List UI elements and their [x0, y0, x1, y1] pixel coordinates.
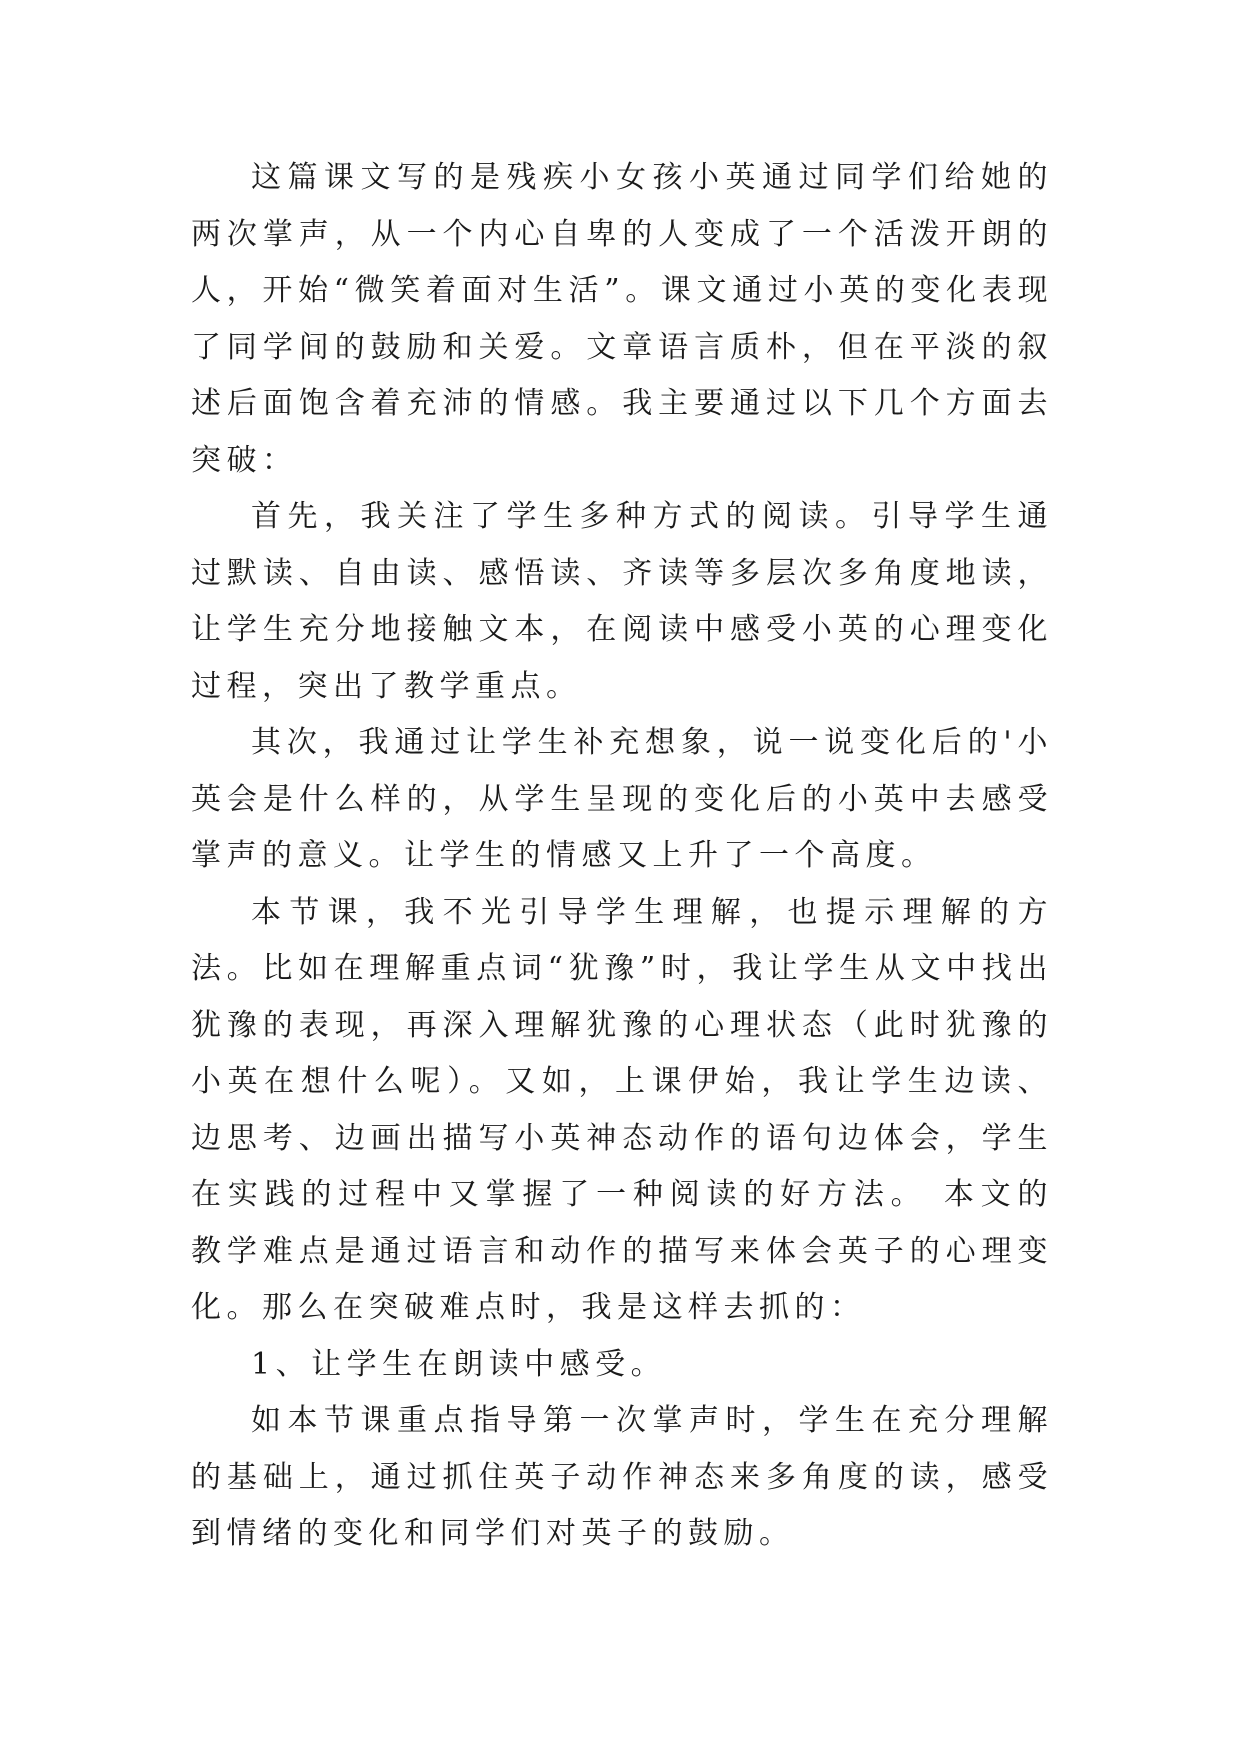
- paragraph-intro: 这篇课文写的是残疾小女孩小英通过同学们给她的两次掌声，从一个内心自卑的人变成了一个活泼开朗的人，开始“微笑着面对生活”。课文通过小英的变化表现了同学间的鼓励和关爱。文章语言质朴，但在平淡的叙述后面饱含着充沛的情感。我主要通过以下几个方面去突破：: [191, 160, 1053, 478]
- paragraph-list-item-1: 1、让学生在朗读中感受。: [251, 1346, 667, 1382]
- paragraph-method: 本节课，我不光引导学生理解，也提示理解的方法。比如在理解重点词“犹豫”时，我让学生从文中找出犹豫的表现，再深入理解犹豫的心理状态（此时犹豫的小英在想什么呢）。又如，上课伊始，我让学生边读、边思考、边画出描写小英神态动作的语句边体会，学生在实践的过程中又掌握了一种阅读的好方法。 本文的教学难点是通过语言和动作的描写来体会英子的心理变化。那么在突破难点时，我是这样去抓的：: [191, 894, 1053, 1325]
- paragraph-example: 如本节课重点指导第一次掌声时，学生在充分理解的基础上，通过抓住英子动作神态来多角度的读，感受到情绪的变化和同学们对英子的鼓励。: [191, 1403, 1053, 1551]
- document-page: [191, 150, 1053, 1563]
- paragraph-first-point: 首先，我关注了学生多种方式的阅读。引导学生通过默读、自由读、感悟读、齐读等多层次多角度地读，让学生充分地接触文本，在阅读中感受小英的心理变化过程，突出了教学重点。: [191, 499, 1053, 704]
- paragraph-second-point: 其次，我通过让学生补充想象，说一说变化后的'小英会是什么样的，从学生呈现的变化后的小英中去感受掌声的意义。让学生的情感又上升了一个高度。: [191, 725, 1053, 873]
